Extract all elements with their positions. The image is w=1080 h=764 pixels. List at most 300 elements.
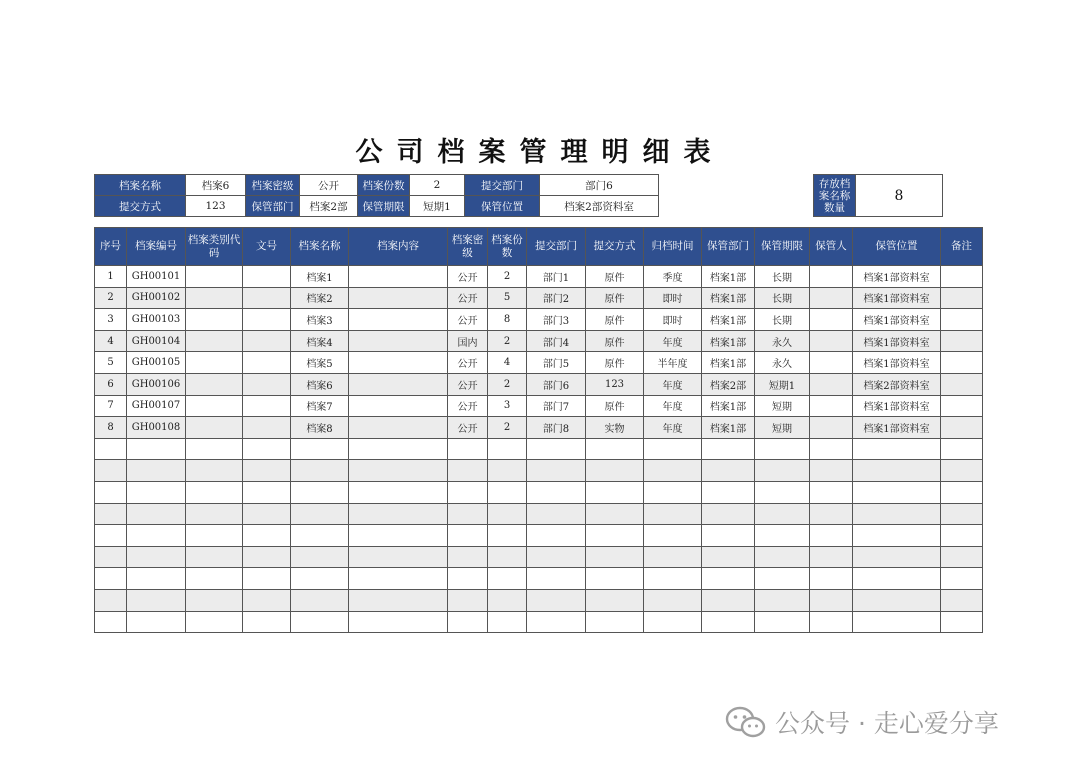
table-cell[interactable]: GH00105 [127, 352, 186, 374]
table-cell[interactable] [755, 460, 810, 482]
table-cell[interactable] [702, 589, 755, 611]
table-cell[interactable]: 档案2 [291, 287, 349, 309]
table-cell[interactable] [941, 373, 983, 395]
info-value[interactable]: 2 [410, 175, 465, 196]
table-cell[interactable] [853, 525, 941, 547]
table-cell[interactable] [349, 481, 448, 503]
table-cell[interactable]: 档案3 [291, 309, 349, 331]
table-cell[interactable] [186, 417, 243, 439]
table-cell[interactable] [186, 330, 243, 352]
table-cell[interactable] [127, 481, 186, 503]
table-cell[interactable]: GH00108 [127, 417, 186, 439]
table-cell[interactable]: 档案1部资料室 [853, 395, 941, 417]
table-cell[interactable] [527, 546, 586, 568]
table-cell[interactable]: 档案1部资料室 [853, 266, 941, 288]
table-cell[interactable] [586, 525, 644, 547]
table-cell[interactable]: 原件 [586, 352, 644, 374]
table-cell[interactable] [127, 525, 186, 547]
info-value[interactable]: 短期1 [410, 196, 465, 217]
table-cell[interactable] [941, 525, 983, 547]
table-cell[interactable] [448, 546, 488, 568]
table-cell[interactable] [243, 611, 291, 633]
table-cell[interactable] [810, 287, 853, 309]
table-cell[interactable] [941, 568, 983, 590]
table-cell[interactable] [755, 589, 810, 611]
column-header: 档案类别代码 [186, 228, 243, 266]
table-cell[interactable] [349, 568, 448, 590]
table-cell[interactable] [243, 568, 291, 590]
table-cell[interactable]: 即时 [644, 309, 702, 331]
table-cell[interactable]: 档案5 [291, 352, 349, 374]
table-cell[interactable] [941, 266, 983, 288]
table-cell[interactable] [527, 589, 586, 611]
table-cell[interactable] [853, 503, 941, 525]
table-cell[interactable] [941, 611, 983, 633]
table-cell[interactable] [291, 589, 349, 611]
table-cell[interactable]: 公开 [448, 417, 488, 439]
table-cell[interactable] [810, 525, 853, 547]
table-cell[interactable] [853, 438, 941, 460]
table-cell[interactable] [527, 611, 586, 633]
table-cell[interactable]: 5 [488, 287, 527, 309]
table-cell[interactable] [243, 417, 291, 439]
table-cell[interactable] [755, 481, 810, 503]
table-cell[interactable] [291, 481, 349, 503]
table-cell[interactable] [488, 546, 527, 568]
table-cell[interactable]: 季度 [644, 266, 702, 288]
table-cell[interactable] [488, 611, 527, 633]
archive-count-value[interactable]: 8 [856, 175, 943, 217]
table-cell[interactable]: 公开 [448, 266, 488, 288]
table-cell[interactable] [349, 546, 448, 568]
table-cell[interactable]: 部门8 [527, 417, 586, 439]
table-cell[interactable]: 长期 [755, 309, 810, 331]
table-cell[interactable] [127, 503, 186, 525]
table-cell[interactable] [810, 460, 853, 482]
table-cell[interactable] [349, 352, 448, 374]
info-value[interactable]: 档案2部 [300, 196, 358, 217]
table-cell[interactable] [349, 373, 448, 395]
table-cell[interactable] [586, 460, 644, 482]
table-cell[interactable] [702, 611, 755, 633]
table-cell[interactable] [349, 266, 448, 288]
table-cell[interactable] [702, 546, 755, 568]
table-cell[interactable] [488, 568, 527, 590]
table-cell[interactable] [586, 481, 644, 503]
table-cell[interactable] [186, 525, 243, 547]
table-cell[interactable] [941, 352, 983, 374]
table-cell[interactable] [644, 460, 702, 482]
table-cell[interactable]: 原件 [586, 266, 644, 288]
table-cell[interactable] [186, 395, 243, 417]
info-label: 档案密级 [246, 175, 300, 196]
table-cell[interactable] [810, 395, 853, 417]
table-cell[interactable] [853, 611, 941, 633]
table-cell[interactable]: 原件 [586, 309, 644, 331]
table-cell[interactable] [941, 309, 983, 331]
table-cell[interactable]: 部门2 [527, 287, 586, 309]
table-cell[interactable] [702, 525, 755, 547]
table-cell[interactable]: 部门1 [527, 266, 586, 288]
table-cell[interactable] [702, 438, 755, 460]
table-cell[interactable]: 123 [586, 373, 644, 395]
table-cell[interactable]: 部门5 [527, 352, 586, 374]
table-cell[interactable]: 4 [95, 330, 127, 352]
table-cell[interactable] [810, 309, 853, 331]
column-header: 保管人 [810, 228, 853, 266]
table-cell[interactable] [127, 589, 186, 611]
table-header-row [95, 228, 983, 266]
column-header: 保管期限 [755, 228, 810, 266]
table-cell[interactable] [186, 611, 243, 633]
table-cell[interactable] [644, 589, 702, 611]
table-cell[interactable] [186, 309, 243, 331]
table-cell[interactable] [186, 546, 243, 568]
table-cell[interactable] [527, 460, 586, 482]
table-cell[interactable] [291, 611, 349, 633]
table-cell[interactable] [95, 546, 127, 568]
table-cell[interactable] [127, 438, 186, 460]
info-label: 保管位置 [465, 196, 540, 217]
table-cell[interactable]: 国内 [448, 330, 488, 352]
table-cell[interactable]: 档案1部资料室 [853, 417, 941, 439]
table-cell[interactable] [644, 481, 702, 503]
table-cell[interactable]: 部门7 [527, 395, 586, 417]
table-cell[interactable]: 档案1部 [702, 309, 755, 331]
table-cell[interactable]: 3 [95, 309, 127, 331]
table-row [95, 525, 983, 547]
table-cell[interactable] [127, 460, 186, 482]
table-cell[interactable] [349, 503, 448, 525]
table-cell[interactable] [243, 287, 291, 309]
table-cell[interactable] [586, 568, 644, 590]
table-cell[interactable] [95, 589, 127, 611]
table-cell[interactable]: GH00106 [127, 373, 186, 395]
table-cell[interactable]: 4 [488, 352, 527, 374]
table-cell[interactable]: 1 [95, 266, 127, 288]
table-cell[interactable]: 档案2部资料室 [853, 373, 941, 395]
table-cell[interactable] [186, 589, 243, 611]
table-cell[interactable] [95, 438, 127, 460]
table-cell[interactable] [448, 481, 488, 503]
table-cell[interactable] [810, 481, 853, 503]
table-cell[interactable]: 6 [95, 373, 127, 395]
table-cell[interactable] [95, 460, 127, 482]
table-cell[interactable] [941, 330, 983, 352]
table-cell[interactable] [349, 309, 448, 331]
table-cell[interactable]: 年度 [644, 395, 702, 417]
table-cell[interactable] [186, 568, 243, 590]
table-row [95, 611, 983, 633]
column-header: 档案名称 [291, 228, 349, 266]
table-cell[interactable] [810, 546, 853, 568]
table-cell[interactable] [488, 589, 527, 611]
table-cell[interactable]: 2 [95, 287, 127, 309]
table-cell[interactable]: 原件 [586, 287, 644, 309]
table-cell[interactable] [941, 460, 983, 482]
table-cell[interactable]: 年度 [644, 330, 702, 352]
table-cell[interactable] [586, 503, 644, 525]
table-cell[interactable] [586, 438, 644, 460]
table-cell[interactable] [853, 589, 941, 611]
table-cell[interactable] [243, 460, 291, 482]
table-cell[interactable] [243, 481, 291, 503]
table-cell[interactable]: 长期 [755, 287, 810, 309]
table-cell[interactable] [186, 287, 243, 309]
table-cell[interactable]: 公开 [448, 373, 488, 395]
table-cell[interactable]: 档案1部资料室 [853, 330, 941, 352]
table-cell[interactable] [755, 438, 810, 460]
table-cell[interactable]: 档案1 [291, 266, 349, 288]
table-cell[interactable]: 档案1部 [702, 330, 755, 352]
table-cell[interactable] [755, 546, 810, 568]
table-cell[interactable]: 7 [95, 395, 127, 417]
table-cell[interactable] [586, 546, 644, 568]
table-cell[interactable] [349, 438, 448, 460]
table-cell[interactable] [186, 481, 243, 503]
table-cell[interactable]: 即时 [644, 287, 702, 309]
table-cell[interactable] [810, 266, 853, 288]
table-cell[interactable] [810, 589, 853, 611]
table-cell[interactable] [448, 568, 488, 590]
table-cell[interactable]: 档案1部资料室 [853, 352, 941, 374]
table-cell[interactable] [810, 568, 853, 590]
table-cell[interactable] [127, 546, 186, 568]
table-cell[interactable] [755, 568, 810, 590]
info-value[interactable]: 档案2部资料室 [540, 196, 659, 217]
table-cell[interactable]: 短期 [755, 417, 810, 439]
archive-count-label: 存放档案名称数量 [814, 175, 856, 217]
table-cell[interactable] [448, 503, 488, 525]
table-cell[interactable] [243, 503, 291, 525]
table-cell[interactable]: GH00103 [127, 309, 186, 331]
table-cell[interactable] [95, 568, 127, 590]
table-cell[interactable]: 公开 [448, 352, 488, 374]
table-cell[interactable]: 部门4 [527, 330, 586, 352]
table-row [95, 438, 983, 460]
table-row [95, 503, 983, 525]
table-row [95, 309, 983, 331]
table-cell[interactable] [291, 568, 349, 590]
table-cell[interactable] [853, 568, 941, 590]
table-cell[interactable] [127, 568, 186, 590]
table-cell[interactable] [941, 503, 983, 525]
table-cell[interactable] [95, 481, 127, 503]
watermark [725, 702, 999, 742]
table-cell[interactable] [291, 438, 349, 460]
table-cell[interactable] [488, 460, 527, 482]
table-cell[interactable]: GH00104 [127, 330, 186, 352]
table-cell[interactable] [702, 503, 755, 525]
table-cell[interactable]: 2 [488, 417, 527, 439]
table-cell[interactable] [853, 460, 941, 482]
info-row [95, 196, 659, 217]
table-cell[interactable]: 短期1 [755, 373, 810, 395]
table-cell[interactable]: 长期 [755, 266, 810, 288]
table-cell[interactable] [527, 481, 586, 503]
table-cell[interactable] [127, 611, 186, 633]
table-cell[interactable]: 公开 [448, 309, 488, 331]
table-cell[interactable] [291, 525, 349, 547]
table-cell[interactable]: 档案1部资料室 [853, 309, 941, 331]
table-cell[interactable]: GH00102 [127, 287, 186, 309]
table-cell[interactable] [448, 438, 488, 460]
table-cell[interactable] [755, 503, 810, 525]
table-cell[interactable]: 公开 [448, 395, 488, 417]
table-cell[interactable]: 部门6 [527, 373, 586, 395]
table-cell[interactable]: 原件 [586, 330, 644, 352]
table-cell[interactable]: 档案1部 [702, 395, 755, 417]
table-cell[interactable] [586, 611, 644, 633]
table-cell[interactable] [810, 417, 853, 439]
table-cell[interactable] [243, 266, 291, 288]
table-cell[interactable]: 档案4 [291, 330, 349, 352]
table-cell[interactable] [488, 481, 527, 503]
table-cell[interactable] [941, 481, 983, 503]
table-cell[interactable] [810, 438, 853, 460]
table-cell[interactable] [349, 611, 448, 633]
table-cell[interactable] [810, 373, 853, 395]
table-cell[interactable] [702, 481, 755, 503]
table-cell[interactable] [243, 352, 291, 374]
column-header: 序号 [95, 228, 127, 266]
table-cell[interactable] [941, 589, 983, 611]
table-cell[interactable] [349, 395, 448, 417]
table-cell[interactable] [243, 438, 291, 460]
table-cell[interactable] [186, 352, 243, 374]
table-cell[interactable]: GH00101 [127, 266, 186, 288]
table-cell[interactable]: 档案7 [291, 395, 349, 417]
table-cell[interactable] [941, 546, 983, 568]
table-cell[interactable] [644, 525, 702, 547]
table-cell[interactable] [448, 460, 488, 482]
table-cell[interactable]: 档案1部 [702, 417, 755, 439]
table-cell[interactable]: 档案1部资料室 [853, 287, 941, 309]
table-cell[interactable] [243, 373, 291, 395]
table-cell[interactable]: 原件 [586, 395, 644, 417]
table-cell[interactable] [644, 438, 702, 460]
table-cell[interactable] [243, 525, 291, 547]
table-cell[interactable] [941, 395, 983, 417]
table-cell[interactable] [291, 546, 349, 568]
table-cell[interactable]: 年度 [644, 373, 702, 395]
table-cell[interactable] [941, 287, 983, 309]
table-cell[interactable] [527, 568, 586, 590]
table-cell[interactable] [349, 330, 448, 352]
table-cell[interactable] [243, 309, 291, 331]
table-cell[interactable] [853, 481, 941, 503]
table-cell[interactable]: 2 [488, 373, 527, 395]
table-cell[interactable] [291, 460, 349, 482]
table-cell[interactable]: 实物 [586, 417, 644, 439]
table-cell[interactable]: 短期 [755, 395, 810, 417]
column-header: 档案密级 [448, 228, 488, 266]
table-cell[interactable] [941, 438, 983, 460]
table-cell[interactable]: 档案2部 [702, 373, 755, 395]
table-cell[interactable] [95, 503, 127, 525]
table-cell[interactable] [291, 503, 349, 525]
table-cell[interactable]: 半年度 [644, 352, 702, 374]
table-row [95, 417, 983, 439]
table-cell[interactable]: 档案8 [291, 417, 349, 439]
table-cell[interactable] [349, 287, 448, 309]
table-cell[interactable] [186, 503, 243, 525]
table-cell[interactable]: 8 [95, 417, 127, 439]
table-cell[interactable] [586, 589, 644, 611]
table-cell[interactable] [810, 352, 853, 374]
table-cell[interactable] [186, 373, 243, 395]
info-value[interactable]: 公开 [300, 175, 358, 196]
table-cell[interactable] [644, 611, 702, 633]
table-cell[interactable] [644, 503, 702, 525]
table-cell[interactable]: 8 [488, 309, 527, 331]
table-cell[interactable] [186, 266, 243, 288]
table-cell[interactable] [95, 525, 127, 547]
table-cell[interactable]: 2 [488, 266, 527, 288]
table-cell[interactable] [853, 546, 941, 568]
table-cell[interactable] [243, 589, 291, 611]
table-cell[interactable] [755, 525, 810, 547]
table-cell[interactable] [186, 438, 243, 460]
table-cell[interactable] [488, 525, 527, 547]
table-cell[interactable] [755, 611, 810, 633]
info-label: 档案份数 [358, 175, 410, 196]
table-cell[interactable] [527, 503, 586, 525]
info-value[interactable]: 部门6 [540, 175, 659, 196]
table-cell[interactable] [527, 525, 586, 547]
info-value[interactable]: 123 [186, 196, 246, 217]
table-cell[interactable]: 年度 [644, 417, 702, 439]
table-cell[interactable] [243, 330, 291, 352]
table-cell[interactable]: 3 [488, 395, 527, 417]
table-cell[interactable] [702, 568, 755, 590]
table-cell[interactable] [95, 611, 127, 633]
table-cell[interactable] [644, 546, 702, 568]
table-cell[interactable]: 部门3 [527, 309, 586, 331]
table-cell[interactable]: 2 [488, 330, 527, 352]
table-cell[interactable] [349, 589, 448, 611]
table-cell[interactable] [488, 438, 527, 460]
table-cell[interactable]: 档案1部 [702, 287, 755, 309]
table-cell[interactable]: 档案1部 [702, 266, 755, 288]
table-cell[interactable] [810, 330, 853, 352]
table-cell[interactable] [243, 546, 291, 568]
table-cell[interactable] [527, 438, 586, 460]
table-cell[interactable] [448, 525, 488, 547]
table-cell[interactable] [243, 395, 291, 417]
table-cell[interactable] [488, 503, 527, 525]
table-cell[interactable] [810, 503, 853, 525]
table-cell[interactable]: 档案6 [291, 373, 349, 395]
table-cell[interactable] [448, 611, 488, 633]
table-cell[interactable]: 档案1部 [702, 352, 755, 374]
table-cell[interactable] [349, 417, 448, 439]
table-cell[interactable] [349, 460, 448, 482]
table-cell[interactable] [349, 525, 448, 547]
table-cell[interactable]: 永久 [755, 352, 810, 374]
table-cell[interactable] [644, 568, 702, 590]
table-cell[interactable]: 5 [95, 352, 127, 374]
table-cell[interactable] [941, 417, 983, 439]
table-cell[interactable] [448, 589, 488, 611]
table-cell[interactable] [810, 611, 853, 633]
table-cell[interactable]: GH00107 [127, 395, 186, 417]
table-cell[interactable] [186, 460, 243, 482]
table-cell[interactable]: 永久 [755, 330, 810, 352]
info-value[interactable]: 档案6 [186, 175, 246, 196]
table-cell[interactable] [702, 460, 755, 482]
table-cell[interactable]: 公开 [448, 287, 488, 309]
